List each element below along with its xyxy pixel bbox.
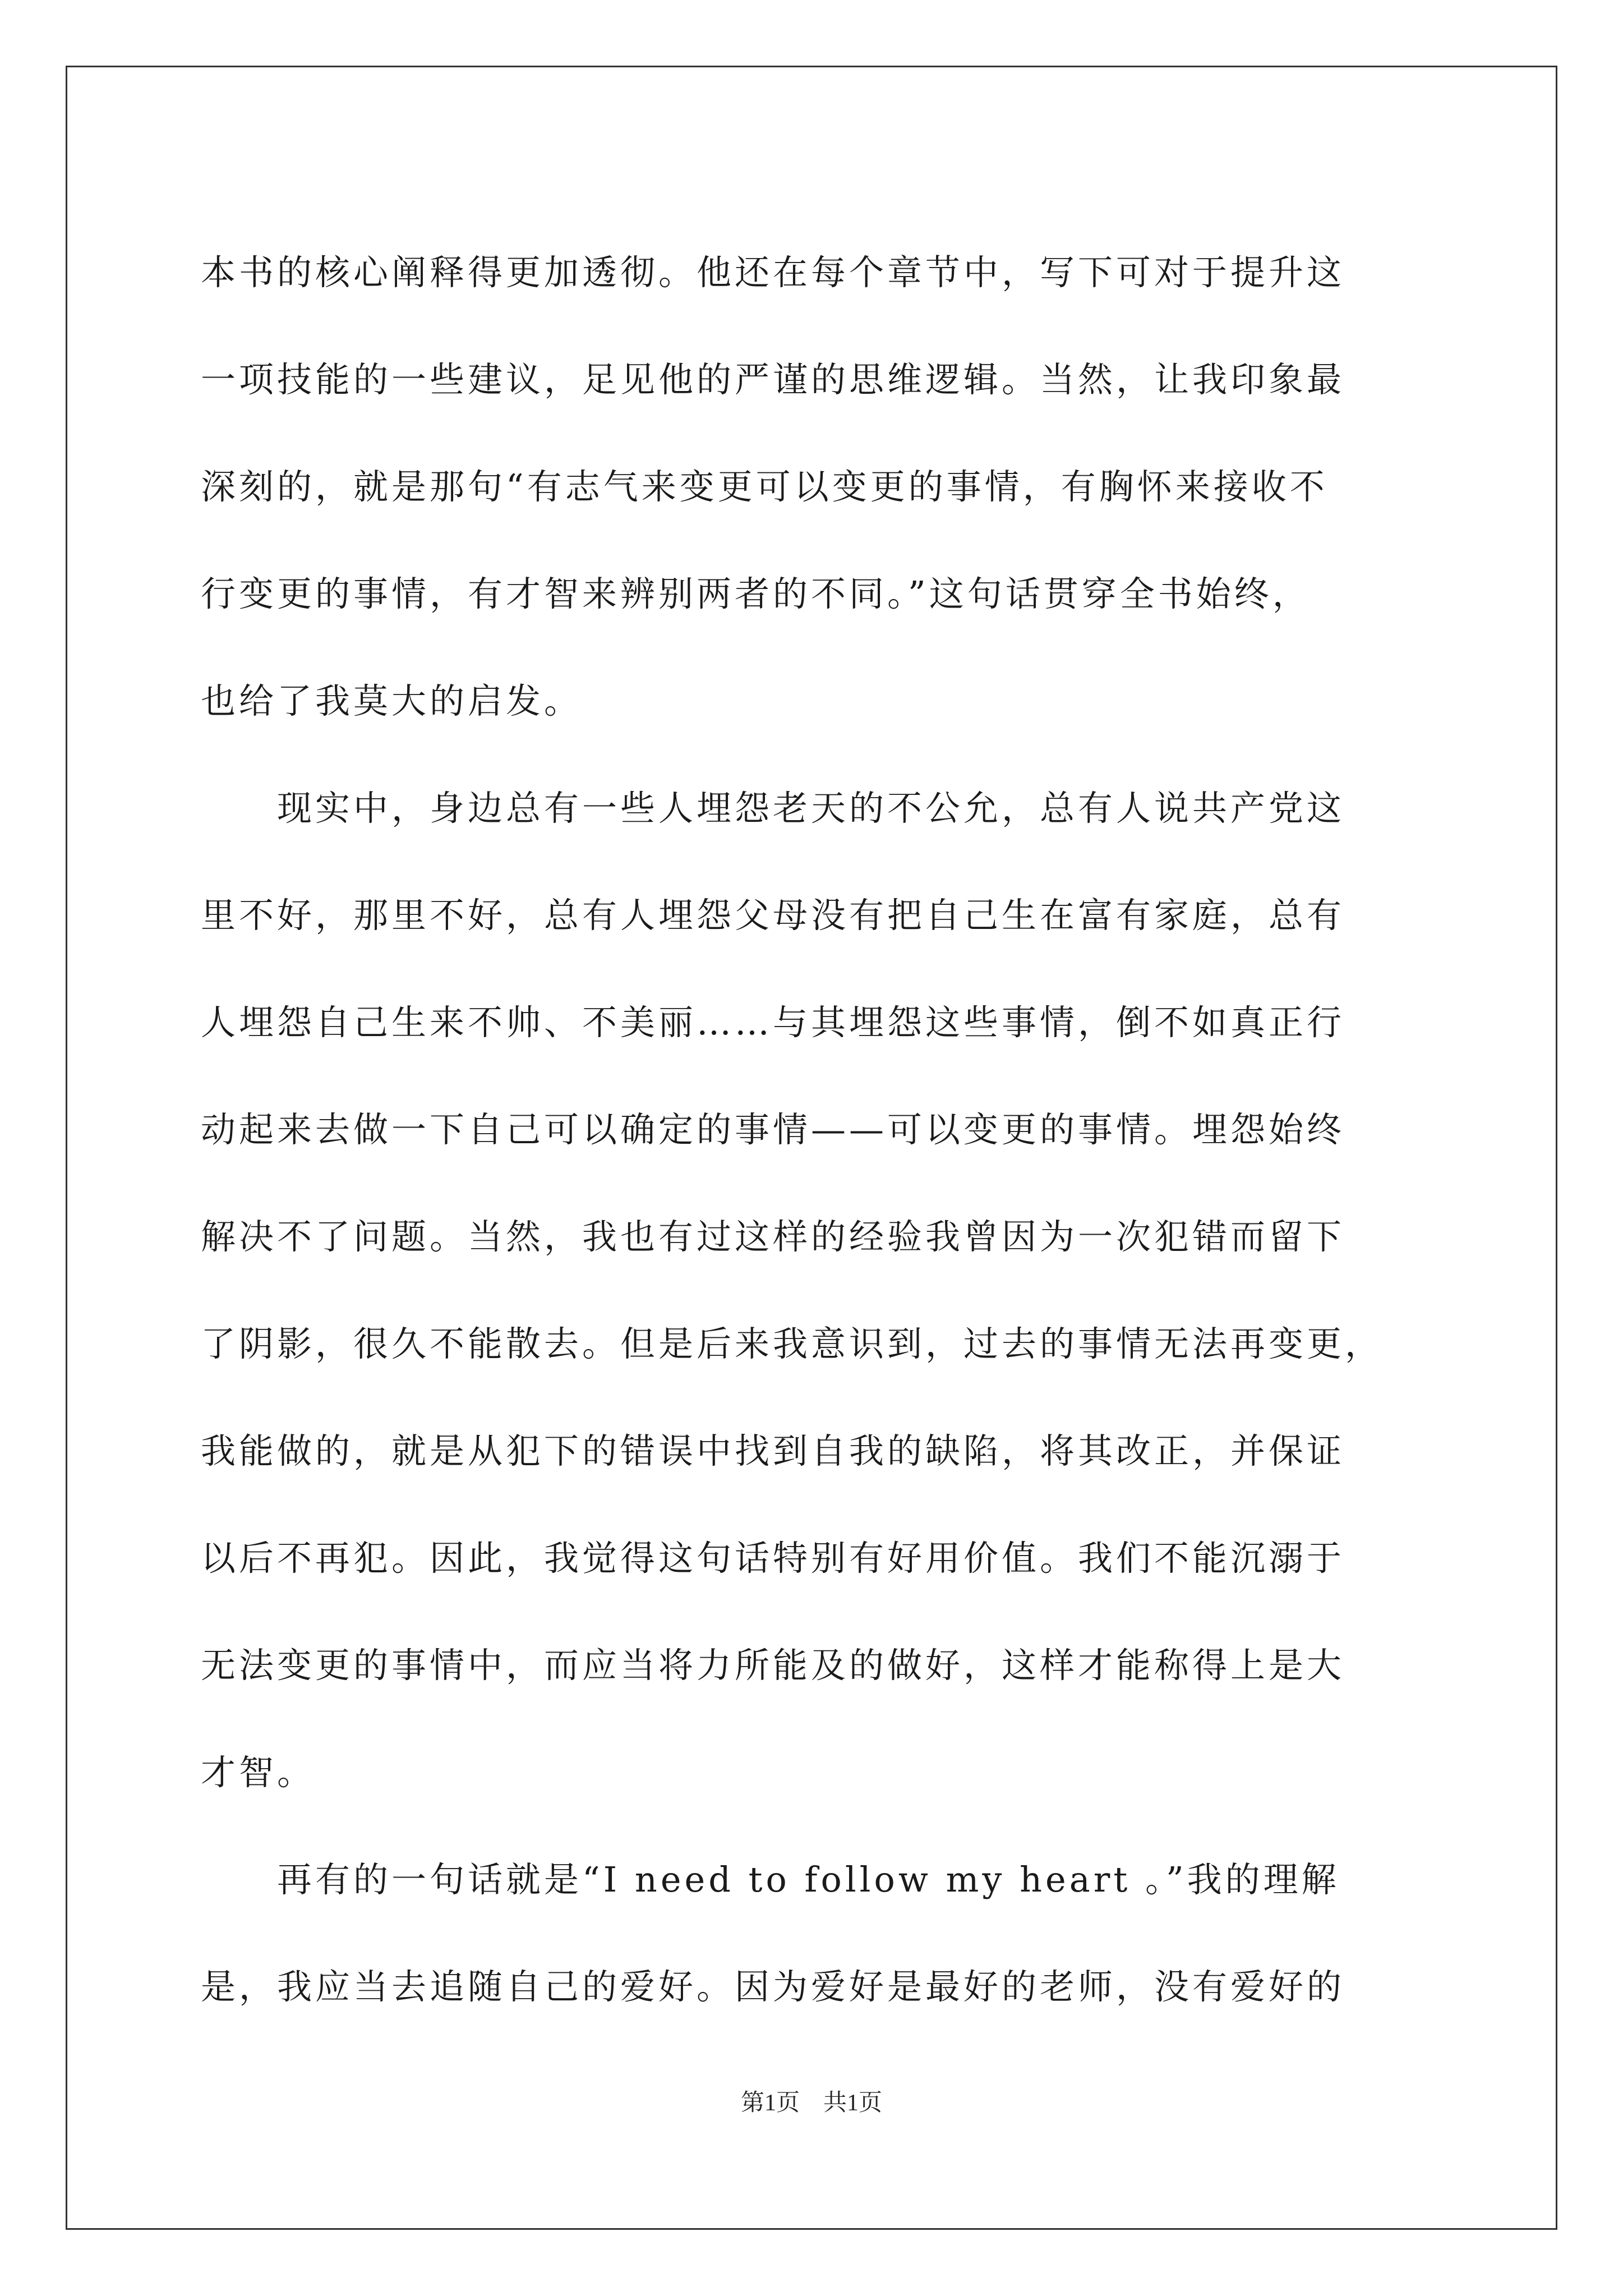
paragraph-2 (201, 754, 1435, 1826)
text-line: 再有的一句话就是“I need to follow my heart 。”我的理解 (201, 1859, 1340, 1900)
text-line: 也给了我莫大的启发。 (201, 680, 583, 721)
text-line: 动起来去做一下自己可以确定的事情——可以变更的事情。埋怨始终 (201, 1109, 1345, 1150)
paragraph-3 (201, 1826, 1435, 2040)
text-line: 行变更的事情，有才智来辨别两者的不同。”这句话贯穿全书始终， (201, 573, 1311, 614)
text-line: 了阴影，很久不能散去。但是后来我意识到，过去的事情无法再变更， (201, 1323, 1384, 1364)
text-line: 我能做的，就是从犯下的错误中找到自我的缺陷，将其改正，并保证 (201, 1430, 1345, 1471)
text-line: 才智。 (201, 1752, 316, 1793)
text-line: 里不好，那里不好，总有人埋怨父母没有把自己生在富有家庭，总有 (201, 895, 1345, 936)
text-line: 人埋怨自己生来不帅、不美丽……与其埋怨这些事情，倒不如真正行 (201, 1002, 1345, 1043)
text-line: 现实中，身边总有一些人埋怨老天的不公允，总有人说共产党这 (201, 788, 1345, 829)
text-line: 以后不再犯。因此，我觉得这句话特别有好用价值。我们不能沉溺于 (201, 1538, 1345, 1579)
text-line: 是，我应当去追随自己的爱好。因为爱好是最好的老师，没有爱好的 (201, 1966, 1345, 2007)
document-body (201, 219, 1435, 2040)
text-line: 深刻的，就是那句“有志气来变更可以变更的事情，有胸怀来接收不 (201, 466, 1328, 507)
paragraph-1 (201, 219, 1435, 754)
page-footer: 第1页 共1页 (740, 2090, 882, 2116)
text-line: 无法变更的事情中，而应当将力所能及的做好，这样才能称得上是大 (201, 1645, 1345, 1686)
text-line: 一项技能的一些建议，足见他的严谨的思维逻辑。当然，让我印象最 (201, 359, 1345, 400)
text-line: 本书的核心阐释得更加透彻。他还在每个章节中，写下可对于提升这 (201, 252, 1345, 293)
text-line: 解决不了问题。当然，我也有过这样的经验我曾因为一次犯错而留下 (201, 1216, 1345, 1257)
